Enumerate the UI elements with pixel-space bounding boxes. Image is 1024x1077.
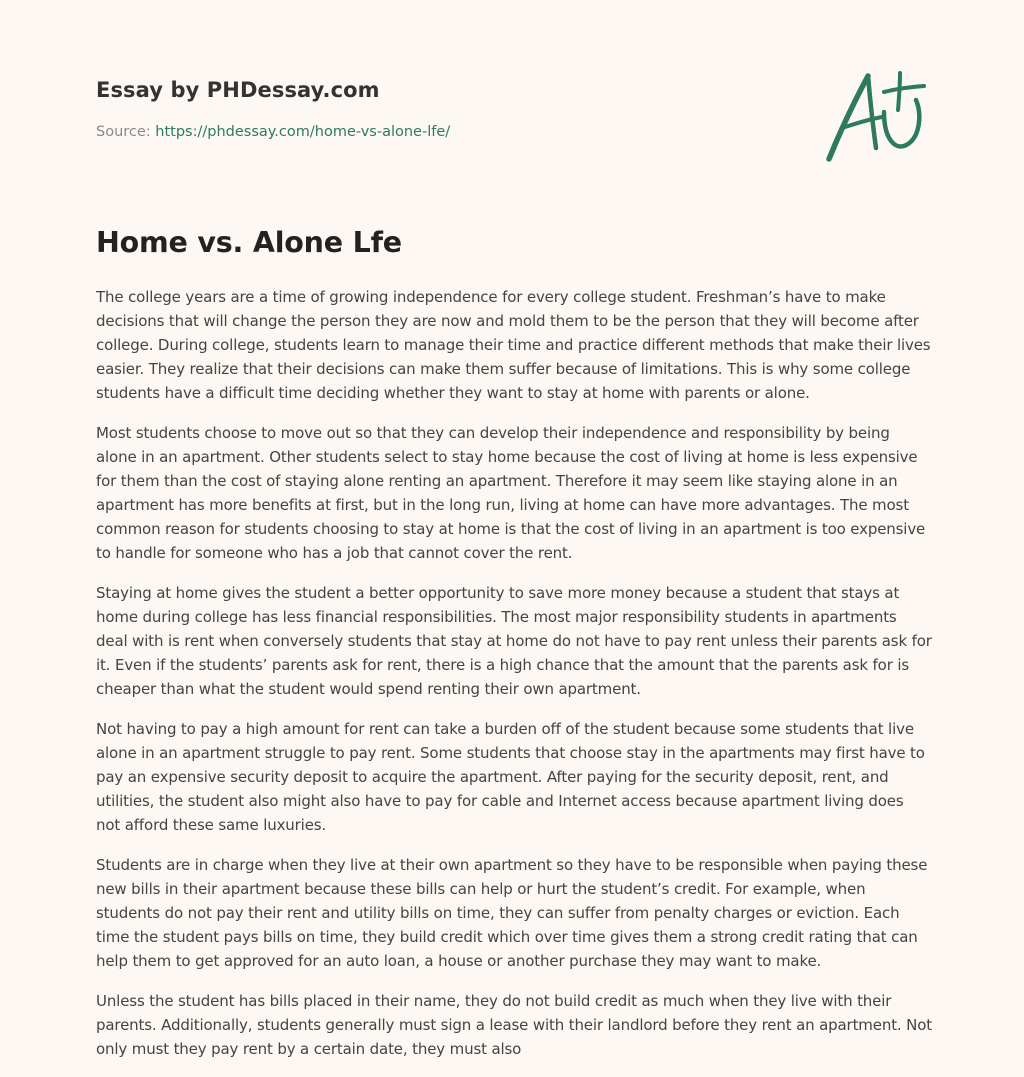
source-link[interactable]: https://phdessay.com/home-vs-alone-lfe/	[155, 124, 451, 140]
essay-paragraph: Staying at home gives the student a better opportunity to save more money because a student that stays at home during college has less financial responsibilities. The most major responsibility students in apartments deal with is rent when conversely students that stay at home do not have to pay rent unless their parents ask for it. Even if the students’ parents ask for rent, there is a high chance that the amount that the parents ask for is cheaper than what the student would spend renting their own apartment.	[96, 584, 932, 698]
site-brand: Essay by PHDessay.com	[96, 78, 380, 102]
essay-paragraph: Not having to pay a high amount for rent can take a burden off of the student because some students that live alone in an apartment struggle to pay rent. Some students that choose stay in the apartments may first have to pay an expensive security deposit to acquire the apartment. After paying for the security deposit, rent, and utilities, the student also might also have to pay for cable and Internet access because apartment living does not afford these same luxuries.	[96, 720, 925, 834]
page-header	[96, 76, 936, 176]
a-plus-logo-icon	[826, 68, 930, 164]
source-line	[96, 124, 450, 140]
essay-paragraph: Unless the student has bills placed in their name, they do not build credit as much when they live with their parents. Additionally, students generally must sign a lease with their landlord before they rent an apartment. Not only must they pay rent by a certain date, they must also	[96, 992, 932, 1058]
essay-body	[96, 285, 932, 1077]
essay-paragraph: The college years are a time of growing independence for every college student. Freshman’s have to make decisions that will change the person they are now and mold them to be the person that they will become after college. During college, students learn to manage their time and practice different methods that make their lives easier. They realize that their decisions can make them suffer because of limitations. This is why some college students have a difficult time deciding whether they want to stay at home with parents or alone.	[96, 288, 931, 402]
essay-paragraph: Most students choose to move out so that they can develop their independence and responsibility by being alone in an apartment. Other students select to stay home because the cost of living at home is less expensive for them than the cost of staying alone renting an apartment. Therefore it may seem like staying alone in an apartment has more benefits at first, but in the long run, living at home can have more advantages. The most common reason for students choosing to stay at home is that the cost of living in an apartment is too expensive to handle for someone who has a job that cannot cover the rent.	[96, 424, 926, 562]
essay-paragraph: Students are in charge when they live at their own apartment so they have to be responsible when paying these new bills in their apartment because these bills can help or hurt the student’s credit. For example, when students do not pay their rent and utility bills on time, they can suffer from penalty charges or eviction. Each time the student pays bills on time, they build credit which over time gives them a strong credit rating that can help them to get approved for an auto loan, a house or another purchase they may want to make.	[96, 856, 928, 970]
source-label: Source:	[96, 124, 156, 140]
essay-title: Home vs. Alone Lfe	[96, 226, 402, 259]
